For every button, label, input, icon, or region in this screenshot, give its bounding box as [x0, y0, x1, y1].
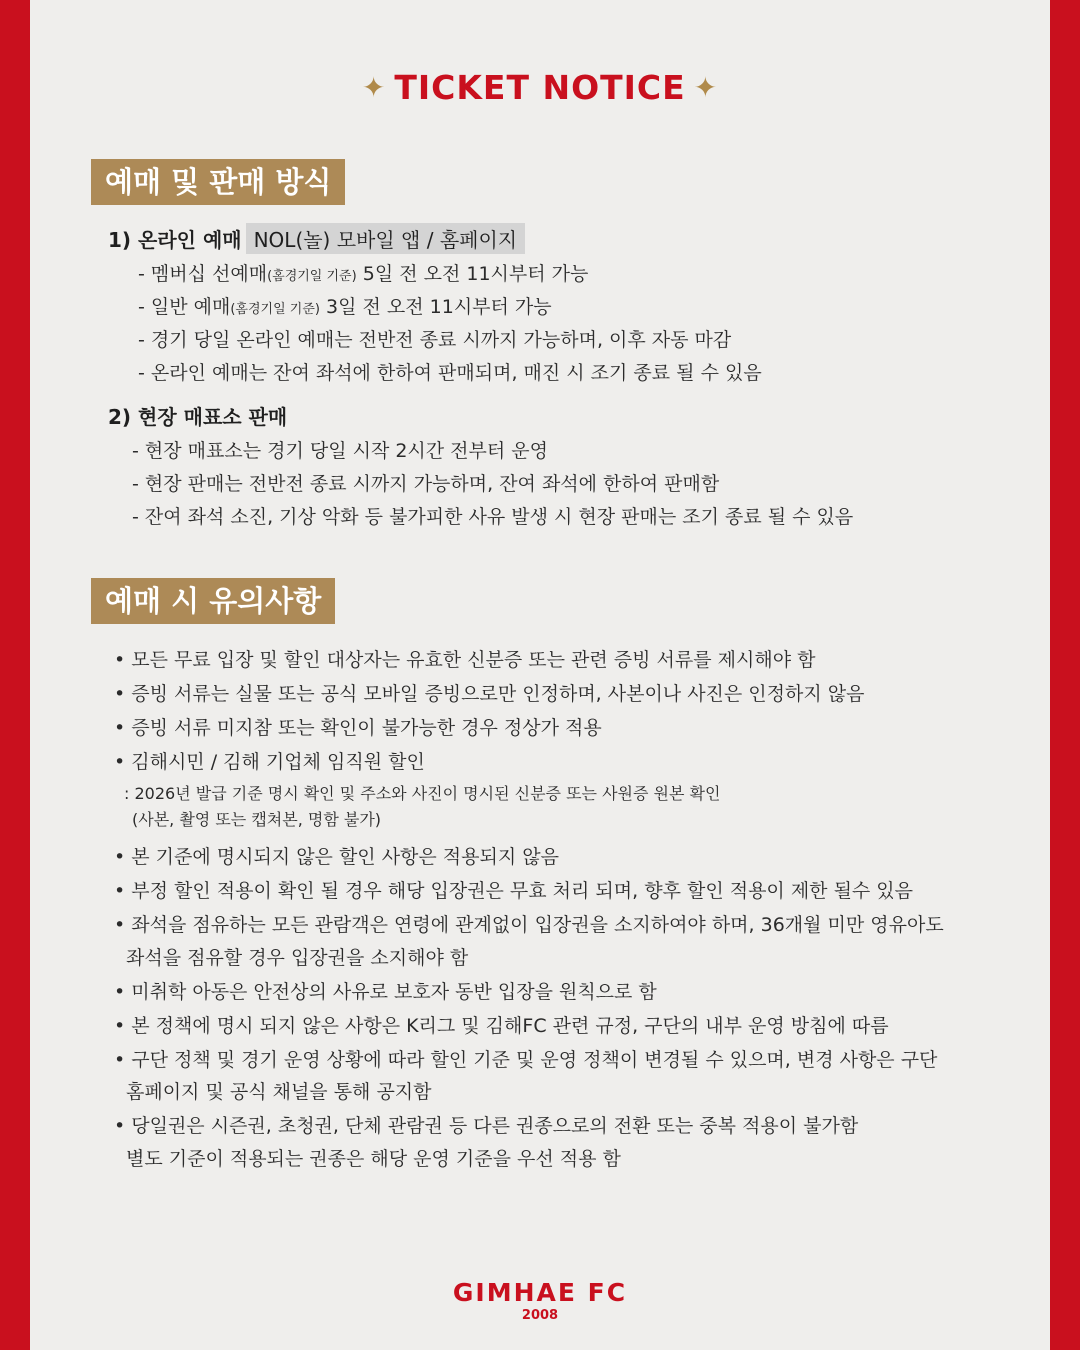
online-item-text-tail: 3일 전 오전 11시부터 가능: [319, 296, 552, 318]
onsite-item: - 현장 매표소는 경기 당일 시작 2시간 전부터 운영: [132, 440, 548, 462]
online-heading: [108, 223, 525, 254]
notice-bullet: • 미취학 아동은 안전상의 사유로 보호자 동반 입장을 원칙으로 함: [114, 981, 657, 1003]
online-item: [138, 358, 762, 385]
notice-bullet: • 본 정책에 명시 되지 않은 사항은 K리그 및 김해FC 관련 규정, 구단의 내부 운영 방침에 따름: [114, 1015, 889, 1037]
notice-bullet: • 좌석을 점유하는 모든 관람객은 연령에 관계없이 입장권을 소지하여야 하며, 36개월 미만 영유아도: [114, 914, 944, 936]
title-text: TICKET NOTICE: [394, 68, 686, 107]
onsite-item: - 잔여 좌석 소진, 기상 악화 등 불가피한 사유 발생 시 현장 판매는 조기 종료 될 수 있음: [132, 506, 854, 528]
online-item: [138, 259, 588, 286]
onsite-item: - 현장 판매는 전반전 종료 시까지 가능하며, 잔여 좌석에 한하여 판매함: [132, 473, 720, 495]
online-item-text: - 온라인 예매는 잔여 좌석에 한하여 판매되며, 매진 시 조기 종료 될 수 있음: [138, 362, 762, 384]
club-logo: GIMHAE FC: [452, 1278, 628, 1307]
notice-bullet: • 증빙 서류 미지참 또는 확인이 불가능한 경우 정상가 적용: [114, 717, 602, 739]
left-border: [0, 0, 30, 1350]
star-left-icon: ✦: [361, 71, 387, 104]
online-item: [138, 325, 731, 352]
notice-title: [0, 66, 1080, 107]
right-border: [1050, 0, 1080, 1350]
online-item-text: - 멤버십 선예매: [138, 263, 268, 285]
notice-bullet: • 당일권은 시즌권, 초청권, 단체 관람권 등 다른 권종으로의 전환 또는 중복 적용이 불가함: [114, 1115, 859, 1137]
online-heading-text: 1) 온라인 예매: [108, 228, 242, 252]
onsite-heading: 2) 현장 매표소 판매: [108, 405, 288, 429]
online-item-text: - 일반 예매: [138, 296, 231, 318]
notice-bullet-continued: 좌석을 점유할 경우 입장권을 소지해야 함: [126, 947, 469, 969]
club-founded-year: 2008: [521, 1308, 559, 1323]
notice-bullet: • 구단 정책 및 경기 운영 상황에 따라 할인 기준 및 운영 정책이 변경될 수 있으며, 변경 사항은 구단: [114, 1049, 938, 1071]
notice-bullet: • 김해시민 / 김해 기업체 임직원 할인: [114, 751, 425, 773]
star-right-icon: ✦: [693, 71, 719, 104]
notice-bullet-note: : 2026년 발급 기준 명시 확인 및 주소와 사진이 명시된 신분증 또는 사원증 원본 확인: [124, 784, 721, 803]
section-tag-sales-method: 예매 및 판매 방식: [91, 159, 345, 205]
online-item-note: (홈경기일 기준): [267, 269, 357, 284]
online-channel-highlight: NOL(놀) 모바일 앱 / 홈페이지: [246, 223, 526, 254]
notice-bullet-continued: 홈페이지 및 공식 채널을 통해 공지함: [126, 1081, 432, 1103]
online-item-note: (홈경기일 기준): [230, 302, 320, 317]
online-item-text: - 경기 당일 온라인 예매는 전반전 종료 시까지 가능하며, 이후 자동 마감: [138, 329, 732, 351]
section-tag-precautions: 예매 시 유의사항: [91, 578, 335, 624]
notice-bullet: • 모든 무료 입장 및 할인 대상자는 유효한 신분증 또는 관련 증빙 서류를 제시해야 함: [114, 649, 816, 671]
notice-bullet: • 부정 할인 적용이 확인 될 경우 해당 입장권은 무효 처리 되며, 향후 할인 적용이 제한 될수 있음: [114, 880, 914, 902]
notice-bullet: • 증빙 서류는 실물 또는 공식 모바일 증빙으로만 인정하며, 사본이나 사진은 인정하지 않음: [114, 683, 865, 705]
online-item: [138, 292, 552, 319]
online-item-text-tail: 5일 전 오전 11시부터 가능: [356, 263, 589, 285]
notice-bullet-continued: 별도 기준이 적용되는 권종은 해당 운영 기준을 우선 적용 함: [126, 1148, 621, 1170]
notice-bullet-note: (사본, 촬영 또는 캡쳐본, 명함 불가): [132, 810, 382, 829]
notice-bullet: • 본 기준에 명시되지 않은 할인 사항은 적용되지 않음: [114, 846, 559, 868]
